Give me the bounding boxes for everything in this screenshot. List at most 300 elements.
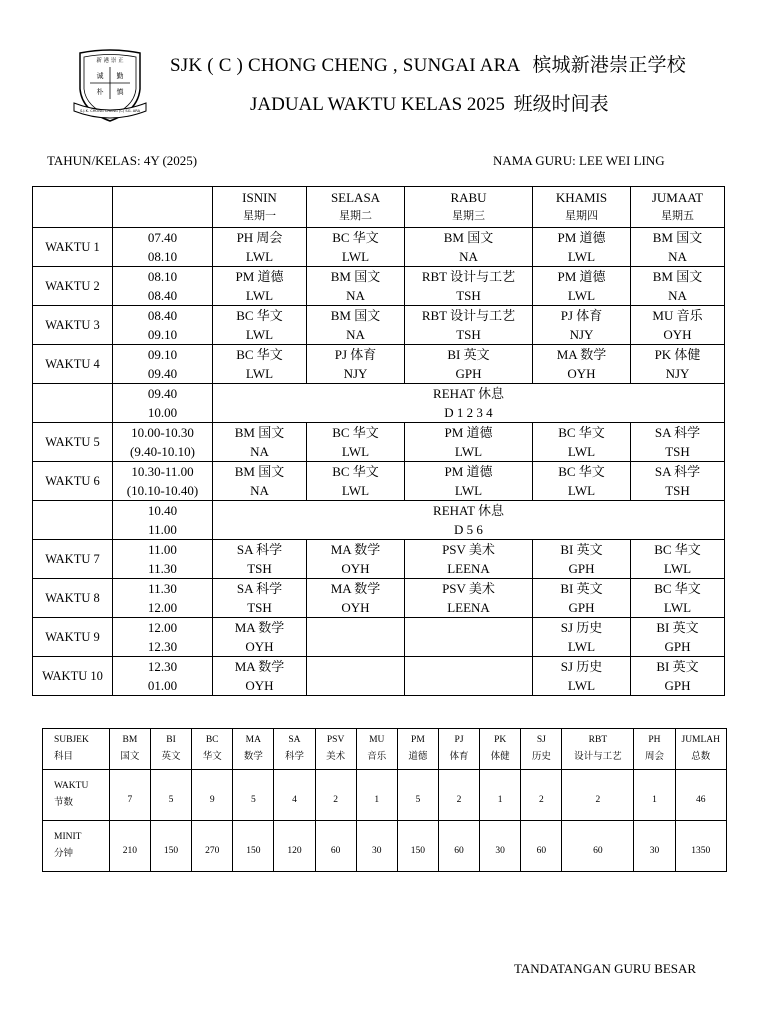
summary-subject-row <box>43 729 727 770</box>
subject-cell <box>631 228 725 267</box>
summary-waktu-value: 9 <box>192 770 233 821</box>
title-latin: JADUAL WAKTU KELAS 2025 <box>250 94 505 115</box>
subject-name: PJ 体育 <box>560 308 603 323</box>
subject-cell <box>631 618 725 657</box>
subject-name: MA 数学 <box>330 581 381 596</box>
timetable-header-row <box>33 187 725 228</box>
time-end: 11.00 <box>148 522 177 537</box>
summary-row-label <box>43 821 110 872</box>
teacher-code: NA <box>346 288 365 303</box>
summary-minit-value: 1350 <box>675 821 726 872</box>
subject-name: BC 华文 <box>654 581 701 596</box>
logo-motto-2: 勤 <box>116 72 124 80</box>
teacher-code: GPH <box>664 678 691 693</box>
subject-cell <box>405 579 533 618</box>
period-label: WAKTU 3 <box>33 306 113 345</box>
subject-cell <box>405 618 533 657</box>
logo-motto-1: 诚 <box>96 72 104 80</box>
teacher-code: NA <box>250 483 269 498</box>
subject-code: BC <box>205 735 219 745</box>
time-end: 08.40 <box>147 288 178 303</box>
period-time <box>113 501 213 540</box>
period-row <box>33 579 725 618</box>
teacher-code: OYH <box>567 366 596 381</box>
subject-name: BI 英文 <box>656 659 699 674</box>
subject-name: SA 科学 <box>236 581 283 596</box>
period-label: WAKTU 6 <box>33 462 113 501</box>
subject-cell <box>533 423 631 462</box>
teacher-code: LWL <box>245 366 274 381</box>
row-label-chinese: 科目 <box>54 752 74 762</box>
subject-name: SA 科学 <box>236 542 283 557</box>
subject-name: MA 数学 <box>330 542 381 557</box>
subject-name: SA 科学 <box>654 425 701 440</box>
period-label: WAKTU 10 <box>33 657 113 696</box>
subject-code-chinese: 总数 <box>691 752 711 762</box>
period-label: WAKTU 4 <box>33 345 113 384</box>
teacher-code: TSH <box>247 600 272 615</box>
row-label-chinese: 节数 <box>54 798 74 808</box>
subject-name: PJ 体育 <box>334 347 377 362</box>
summary-waktu-value: 1 <box>356 770 397 821</box>
subject-code-chinese: 科学 <box>284 752 304 762</box>
subject-code-chinese: 英文 <box>161 752 181 762</box>
teacher-code: LEENA <box>447 600 490 615</box>
time-end: (10.10-10.40) <box>126 483 199 498</box>
subject-name: BC 华文 <box>558 425 605 440</box>
break-cell <box>213 384 725 423</box>
title-chinese: 班级时间表 <box>513 94 609 115</box>
time-end: 12.00 <box>147 600 178 615</box>
subject-name: PSV 美术 <box>442 581 495 596</box>
period-row <box>33 267 725 306</box>
period-row <box>33 423 725 462</box>
summary-subject-header <box>274 729 315 770</box>
day-name: SELASA <box>330 190 381 205</box>
period-time <box>113 384 213 423</box>
subject-cell <box>631 306 725 345</box>
subject-name: BC 华文 <box>558 464 605 479</box>
header-blank-cell <box>113 187 213 228</box>
teacher-code: TSH <box>247 561 272 576</box>
break-groups: D 1 2 3 4 <box>444 405 493 420</box>
class-label: TAHUN/KELAS: 4Y (2025) <box>47 153 198 168</box>
subject-name: BC 华文 <box>332 464 379 479</box>
logo-motto-3: 朴 <box>96 88 104 96</box>
teacher-code: LWL <box>567 483 596 498</box>
time-start: 10.30-11.00 <box>131 464 194 479</box>
subject-cell <box>631 540 725 579</box>
subject-name: MA 数学 <box>556 347 607 362</box>
subject-cell <box>307 618 405 657</box>
summary-minit-row <box>43 821 727 872</box>
row-label: MINIT <box>54 832 82 842</box>
subject-cell <box>213 306 307 345</box>
subject-cell <box>213 462 307 501</box>
subject-cell <box>533 540 631 579</box>
break-cell <box>213 501 725 540</box>
subject-cell <box>405 306 533 345</box>
subject-cell <box>307 657 405 696</box>
teacher-code: LWL <box>567 678 596 693</box>
summary-minit-value: 210 <box>109 821 150 872</box>
subject-code-chinese: 音乐 <box>367 752 387 762</box>
subject-name: BM 国文 <box>443 230 494 245</box>
period-label <box>33 384 113 423</box>
teacher-code: NJY <box>665 366 690 381</box>
subject-name: SA 科学 <box>654 464 701 479</box>
subject-name: PM 道德 <box>557 230 606 245</box>
day-name-chinese: 星期五 <box>661 210 694 222</box>
subject-code-chinese: 体育 <box>449 752 469 762</box>
day-header <box>631 187 725 228</box>
logo-motto-4: 慎 <box>116 88 124 96</box>
school-name-latin: SJK ( C ) CHONG CHENG , SUNGAI ARA <box>170 55 520 76</box>
summary-subject-header <box>150 729 191 770</box>
subject-cell <box>307 267 405 306</box>
summary-subject-header <box>192 729 233 770</box>
time-end: 09.10 <box>147 327 178 342</box>
day-header <box>307 187 405 228</box>
time-start: 10.40 <box>147 503 178 518</box>
teacher-code: LWL <box>663 600 692 615</box>
day-name-chinese: 星期三 <box>452 210 485 222</box>
time-start: 12.00 <box>147 620 178 635</box>
summary-waktu-value: 1 <box>634 770 675 821</box>
subject-cell <box>307 462 405 501</box>
subject-name: BM 国文 <box>652 230 703 245</box>
subject-cell <box>307 306 405 345</box>
teacher-code: LWL <box>341 249 370 264</box>
day-name: JUMAAT <box>651 190 704 205</box>
subject-cell <box>307 228 405 267</box>
subject-code-chinese: 体健 <box>490 752 510 762</box>
subject-code: BM <box>122 735 138 745</box>
school-logo <box>72 45 148 125</box>
subject-cell <box>405 267 533 306</box>
time-start: 11.00 <box>148 542 177 557</box>
summary-subject-header <box>480 729 521 770</box>
period-time <box>113 423 213 462</box>
subject-code-chinese: 历史 <box>531 752 551 762</box>
day-header <box>405 187 533 228</box>
subject-cell <box>631 423 725 462</box>
time-start: 10.00-10.30 <box>131 425 194 440</box>
subject-name: BC 华文 <box>654 542 701 557</box>
summary-subject-header <box>356 729 397 770</box>
summary-minit-value: 150 <box>150 821 191 872</box>
subject-summary-table <box>42 728 727 872</box>
time-end: 08.10 <box>147 249 178 264</box>
period-label: WAKTU 2 <box>33 267 113 306</box>
subject-cell <box>533 657 631 696</box>
subject-name: PH 周会 <box>236 230 283 245</box>
period-time <box>113 618 213 657</box>
subject-cell <box>307 540 405 579</box>
break-label: REHAT 休息 <box>433 386 504 401</box>
subject-code: PJ <box>454 735 464 745</box>
break-label: REHAT 休息 <box>433 503 504 518</box>
day-name: KHAMIS <box>555 190 608 205</box>
day-name-chinese: 星期二 <box>339 210 372 222</box>
subject-code: SA <box>288 735 301 745</box>
teacher-code: LWL <box>567 639 596 654</box>
teacher-code: OYH <box>341 600 370 615</box>
page-title <box>250 89 609 116</box>
summary-subject-header <box>438 729 479 770</box>
period-row <box>33 540 725 579</box>
subject-name: BM 国文 <box>330 308 381 323</box>
subject-cell <box>213 618 307 657</box>
teacher-code: TSH <box>665 483 690 498</box>
day-name: RABU <box>450 190 487 205</box>
time-end: 01.00 <box>147 678 178 693</box>
subject-cell <box>213 540 307 579</box>
teacher-code: GPH <box>568 600 595 615</box>
subject-code: PH <box>648 735 661 745</box>
period-time <box>113 345 213 384</box>
subject-cell <box>307 423 405 462</box>
subject-name: BI 英文 <box>656 620 699 635</box>
principal-signature-label: TANDATANGAN GURU BESAR <box>514 961 697 976</box>
subject-code-chinese: 周会 <box>644 752 664 762</box>
teacher-code: LWL <box>567 444 596 459</box>
period-time <box>113 462 213 501</box>
subject-cell <box>631 267 725 306</box>
period-label: WAKTU 9 <box>33 618 113 657</box>
teacher-code: LWL <box>567 249 596 264</box>
teacher-code: TSH <box>665 444 690 459</box>
timetable <box>32 186 725 696</box>
teacher-code: NJY <box>569 327 594 342</box>
subject-cell <box>213 228 307 267</box>
period-time <box>113 579 213 618</box>
row-label: SUBJEK <box>54 735 89 745</box>
subject-name: PSV 美术 <box>442 542 495 557</box>
teacher-code: OYH <box>341 561 370 576</box>
subject-cell <box>533 462 631 501</box>
time-end: 10.00 <box>147 405 178 420</box>
teacher-code: LWL <box>341 444 370 459</box>
period-label: WAKTU 5 <box>33 423 113 462</box>
teacher-code: NA <box>668 249 687 264</box>
summary-waktu-value: 1 <box>480 770 521 821</box>
teacher-code: LWL <box>245 327 274 342</box>
summary-minit-value: 150 <box>233 821 274 872</box>
period-time <box>113 306 213 345</box>
period-row <box>33 462 725 501</box>
time-start: 09.10 <box>147 347 178 362</box>
subject-cell <box>405 345 533 384</box>
subject-name: BI 英文 <box>560 581 603 596</box>
subject-code: PK <box>494 735 507 745</box>
logo-top-text: 新 港 崇 正 <box>96 58 124 64</box>
summary-waktu-value: 2 <box>315 770 356 821</box>
period-time <box>113 540 213 579</box>
teacher-code: NA <box>346 327 365 342</box>
subject-code: MA <box>245 735 261 745</box>
time-start: 08.10 <box>147 269 178 284</box>
period-row <box>33 345 725 384</box>
subject-cell <box>533 618 631 657</box>
subject-cell <box>307 579 405 618</box>
subject-name: SJ 历史 <box>560 620 603 635</box>
subject-name: RBT 设计与工艺 <box>421 269 516 284</box>
subject-cell <box>405 423 533 462</box>
subject-name: RBT 设计与工艺 <box>421 308 516 323</box>
teacher-code: LWL <box>454 444 483 459</box>
subject-cell <box>213 579 307 618</box>
break-groups: D 5 6 <box>454 522 483 537</box>
summary-waktu-value: 5 <box>233 770 274 821</box>
subject-code: PSV <box>326 735 345 745</box>
subject-code: MU <box>369 735 385 745</box>
header-blank-cell <box>33 187 113 228</box>
subject-name: PM 道德 <box>444 464 493 479</box>
time-end: (9.40-10.10) <box>130 444 195 459</box>
subject-cell <box>533 267 631 306</box>
subject-cell <box>405 228 533 267</box>
day-header <box>533 187 631 228</box>
teacher-code: NA <box>459 249 478 264</box>
subject-name: BI 英文 <box>560 542 603 557</box>
period-label <box>33 501 113 540</box>
summary-minit-value: 30 <box>480 821 521 872</box>
subject-code-chinese: 美术 <box>326 752 346 762</box>
period-label: WAKTU 7 <box>33 540 113 579</box>
subject-name: BC 华文 <box>332 230 379 245</box>
time-end: 12.30 <box>147 639 178 654</box>
summary-waktu-value: 5 <box>150 770 191 821</box>
summary-waktu-value: 5 <box>397 770 438 821</box>
time-start: 08.40 <box>147 308 178 323</box>
subject-code-chinese: 数学 <box>243 752 263 762</box>
subject-cell <box>533 228 631 267</box>
teacher-code: GPH <box>568 561 595 576</box>
row-label-chinese: 分钟 <box>54 849 74 859</box>
subject-cell <box>631 657 725 696</box>
subject-cell <box>405 540 533 579</box>
subject-code-chinese: 国文 <box>120 752 140 762</box>
summary-subject-header <box>233 729 274 770</box>
subject-name: PK 体健 <box>654 347 701 362</box>
period-row <box>33 228 725 267</box>
subject-cell <box>533 306 631 345</box>
teacher-code: LWL <box>663 561 692 576</box>
teacher-code: NJY <box>343 366 368 381</box>
subject-name: BC 华文 <box>236 347 283 362</box>
subject-name: BC 华文 <box>332 425 379 440</box>
time-end: 11.30 <box>148 561 177 576</box>
subject-name: BC 华文 <box>236 308 283 323</box>
teacher-code: LWL <box>341 483 370 498</box>
teacher-code: LWL <box>454 483 483 498</box>
subject-cell <box>213 267 307 306</box>
summary-minit-value: 120 <box>274 821 315 872</box>
subject-cell <box>631 579 725 618</box>
subject-code: SJ <box>536 735 546 745</box>
subject-name: PM 道德 <box>235 269 284 284</box>
teacher-code: LWL <box>567 288 596 303</box>
summary-waktu-value: 2 <box>562 770 634 821</box>
summary-minit-value: 60 <box>438 821 479 872</box>
period-row <box>33 657 725 696</box>
summary-subject-header <box>109 729 150 770</box>
period-row <box>33 618 725 657</box>
period-row <box>33 306 725 345</box>
day-header <box>213 187 307 228</box>
summary-waktu-value: 4 <box>274 770 315 821</box>
teacher-code: TSH <box>456 327 481 342</box>
teacher-code: LWL <box>245 288 274 303</box>
period-label: WAKTU 1 <box>33 228 113 267</box>
time-start: 07.40 <box>147 230 178 245</box>
teacher-label: NAMA GURU: LEE WEI LING <box>493 153 665 168</box>
subject-name: SJ 历史 <box>560 659 603 674</box>
time-start: 09.40 <box>147 386 178 401</box>
subject-name: BI 英文 <box>447 347 490 362</box>
period-time <box>113 267 213 306</box>
logo-bottom-text: S.J.K. CHONG CHENG (C) SG. ARA <box>79 109 141 113</box>
subject-code: BI <box>166 735 176 745</box>
period-label: WAKTU 8 <box>33 579 113 618</box>
summary-waktu-value: 7 <box>109 770 150 821</box>
teacher-code: NA <box>668 288 687 303</box>
subject-cell <box>213 423 307 462</box>
teacher-code: TSH <box>456 288 481 303</box>
subject-name: BM 国文 <box>652 269 703 284</box>
summary-minit-value: 150 <box>397 821 438 872</box>
school-name-chinese: 槟城新港崇正学校 <box>532 55 686 76</box>
subject-code: RBT <box>588 735 608 745</box>
subject-name: PM 道德 <box>557 269 606 284</box>
subject-cell <box>631 462 725 501</box>
summary-row-label <box>43 729 110 770</box>
subject-code-chinese: 华文 <box>202 752 222 762</box>
summary-minit-value: 30 <box>356 821 397 872</box>
teacher-code: LEENA <box>447 561 490 576</box>
period-time <box>113 657 213 696</box>
day-name: ISNIN <box>242 190 277 205</box>
break-row <box>33 384 725 423</box>
subject-cell <box>533 579 631 618</box>
subject-name: BM 国文 <box>234 464 285 479</box>
time-start: 12.30 <box>147 659 178 674</box>
summary-minit-value: 60 <box>315 821 356 872</box>
teacher-code: GPH <box>455 366 482 381</box>
subject-cell <box>213 657 307 696</box>
teacher-code: LWL <box>245 249 274 264</box>
subject-cell <box>405 657 533 696</box>
subject-code: PM <box>411 735 425 745</box>
subject-code: JUMLAH <box>681 735 721 745</box>
school-name <box>170 50 686 77</box>
summary-subject-header <box>397 729 438 770</box>
day-name-chinese: 星期一 <box>243 210 276 222</box>
teacher-code: OYH <box>245 639 274 654</box>
summary-subject-header <box>315 729 356 770</box>
time-start: 11.30 <box>148 581 177 596</box>
period-time <box>113 228 213 267</box>
summary-waktu-value: 2 <box>438 770 479 821</box>
teacher-code: OYH <box>245 678 274 693</box>
subject-name: BM 国文 <box>330 269 381 284</box>
summary-minit-value: 270 <box>192 821 233 872</box>
summary-minit-value: 30 <box>634 821 675 872</box>
subject-code-chinese: 道德 <box>408 752 428 762</box>
teacher-code: GPH <box>664 639 691 654</box>
subject-cell <box>213 345 307 384</box>
